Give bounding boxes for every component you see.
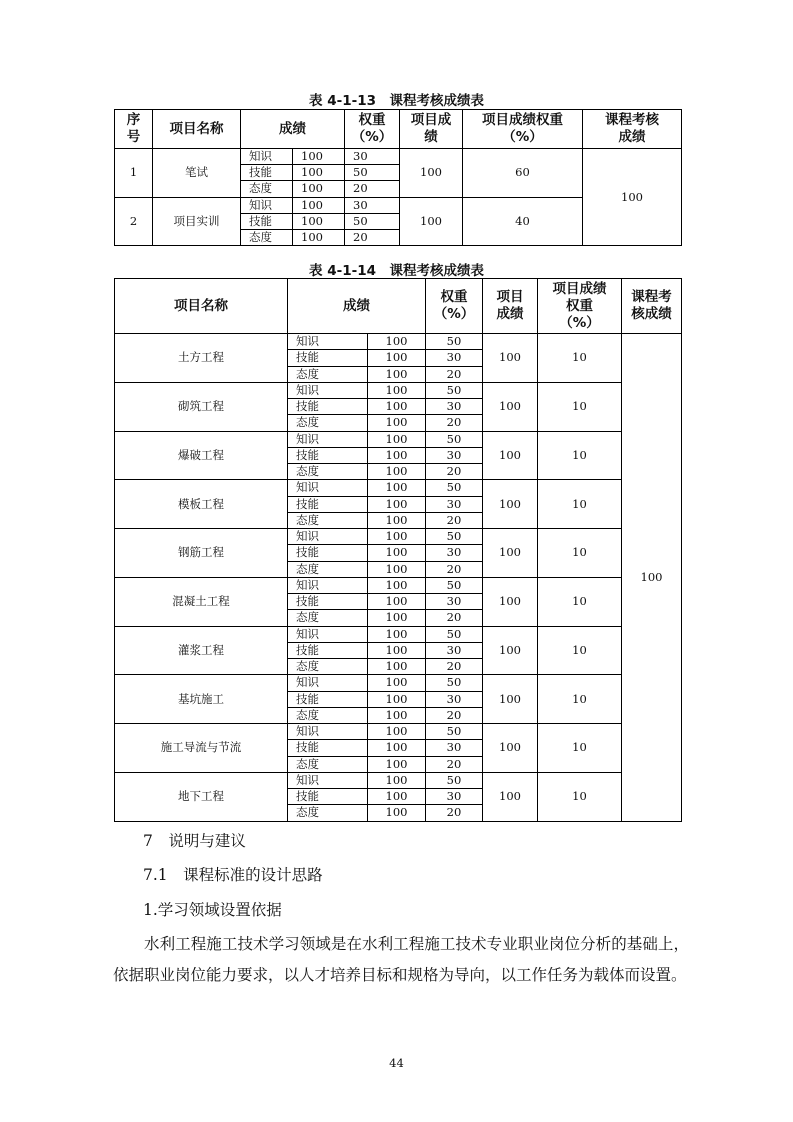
grade-weight: 20 — [426, 366, 483, 382]
row-item-weight: 10 — [538, 626, 622, 675]
grade-label: 态度 — [288, 659, 368, 675]
page-number: 44 — [389, 1056, 404, 1070]
grade-weight: 30 — [426, 594, 483, 610]
grade-weight: 30 — [345, 197, 400, 213]
grade-weight: 30 — [426, 350, 483, 366]
table-row — [115, 724, 682, 740]
grade-score: 100 — [368, 789, 426, 805]
row-item-weight: 10 — [538, 675, 622, 724]
row-item-score: 100 — [483, 626, 538, 675]
grade-label: 技能 — [288, 496, 368, 512]
table1-header-item-weight: 项目成绩权重 （%） — [463, 110, 583, 149]
grade-score: 100 — [368, 447, 426, 463]
grade-score: 100 — [368, 691, 426, 707]
row-item-weight: 10 — [538, 480, 622, 529]
table1-header-item-score: 项目成 绩 — [400, 110, 463, 149]
row-name: 基坑施工 — [115, 675, 288, 724]
grade-weight: 30 — [426, 642, 483, 658]
grade-weight: 30 — [426, 399, 483, 415]
grade-weight: 50 — [345, 165, 400, 181]
grade-score: 100 — [293, 197, 345, 213]
grade-weight: 50 — [426, 577, 483, 593]
row-item-score: 100 — [483, 529, 538, 578]
grade-label: 知识 — [288, 334, 368, 350]
row-name: 灌浆工程 — [115, 626, 288, 675]
grade-score: 100 — [368, 480, 426, 496]
grade-score: 100 — [368, 707, 426, 723]
grade-label: 技能 — [288, 399, 368, 415]
grade-label: 知识 — [288, 675, 368, 691]
grade-label: 态度 — [241, 229, 293, 245]
grade-score: 100 — [368, 724, 426, 740]
grade-label: 技能 — [288, 691, 368, 707]
grade-label: 技能 — [241, 213, 293, 229]
grade-weight: 50 — [426, 529, 483, 545]
grade-score: 100 — [368, 350, 426, 366]
grade-score: 100 — [368, 756, 426, 772]
grade-weight: 20 — [345, 229, 400, 245]
table-row — [115, 334, 682, 350]
grade-score: 100 — [293, 165, 345, 181]
grade-label: 技能 — [288, 447, 368, 463]
row-item-score: 100 — [400, 149, 463, 198]
grade-weight: 30 — [426, 447, 483, 463]
table1-header-score: 成绩 — [241, 110, 345, 149]
grade-label: 知识 — [288, 431, 368, 447]
grade-score: 100 — [368, 545, 426, 561]
row-item-score: 100 — [483, 382, 538, 431]
grade-label: 态度 — [288, 756, 368, 772]
section-subheading: 7.1 课程标准的设计思路 — [143, 866, 323, 884]
grade-weight: 50 — [426, 626, 483, 642]
table2-header-name: 项目名称 — [115, 279, 288, 334]
table2-header-score: 成绩 — [288, 279, 426, 334]
grade-weight: 20 — [426, 561, 483, 577]
row-name: 砌筑工程 — [115, 382, 288, 431]
grade-score: 100 — [293, 181, 345, 197]
grade-score: 100 — [368, 740, 426, 756]
grade-weight: 30 — [426, 545, 483, 561]
row-name: 施工导流与节流 — [115, 724, 288, 773]
row-item-score: 100 — [483, 772, 538, 821]
grade-weight: 30 — [345, 149, 400, 165]
course-score: 100 — [583, 149, 682, 246]
row-item-weight: 10 — [538, 772, 622, 821]
grade-score: 100 — [293, 213, 345, 229]
grade-label: 态度 — [288, 415, 368, 431]
grade-score: 100 — [368, 577, 426, 593]
table-row — [115, 529, 682, 545]
row-item-score: 100 — [483, 577, 538, 626]
grade-label: 知识 — [288, 382, 368, 398]
grade-weight: 20 — [426, 610, 483, 626]
table1-header-weight: 权重 （%） — [345, 110, 400, 149]
table2-header-item-weight: 项目成绩 权重 （%） — [538, 279, 622, 334]
grade-weight: 50 — [426, 382, 483, 398]
grade-label: 技能 — [241, 165, 293, 181]
grade-score: 100 — [368, 594, 426, 610]
row-item-score: 100 — [483, 334, 538, 383]
table2-caption: 表 4-1-14 课程考核成绩表 — [309, 263, 484, 279]
table-row — [115, 480, 682, 496]
table-row — [115, 149, 682, 165]
grade-label: 技能 — [288, 545, 368, 561]
grade-weight: 50 — [426, 334, 483, 350]
row-item-weight: 10 — [538, 724, 622, 773]
row-name: 爆破工程 — [115, 431, 288, 480]
grade-label: 技能 — [288, 789, 368, 805]
grade-score: 100 — [368, 399, 426, 415]
row-item-weight: 10 — [538, 334, 622, 383]
table-row — [115, 675, 682, 691]
grade-label: 技能 — [288, 350, 368, 366]
table1 — [114, 109, 682, 246]
grade-score: 100 — [368, 431, 426, 447]
row-name: 项目实训 — [153, 197, 241, 246]
section-heading: 7 说明与建议 — [143, 832, 246, 850]
grade-score: 100 — [368, 561, 426, 577]
grade-score: 100 — [368, 512, 426, 528]
section-paragraph: 水利工程施工技术学习领域是在水利工程施工技术专业职业岗位分析的基础上，依据职业岗位能力要求，以人才培养目标和规格为导向，以工作任务为载体而设置。 — [113, 935, 689, 984]
grade-weight: 20 — [426, 707, 483, 723]
grade-score: 100 — [293, 229, 345, 245]
grade-weight: 50 — [426, 480, 483, 496]
grade-label: 知识 — [288, 529, 368, 545]
row-item-weight: 60 — [463, 149, 583, 198]
grade-weight: 50 — [426, 772, 483, 788]
grade-score: 100 — [368, 642, 426, 658]
grade-weight: 50 — [426, 675, 483, 691]
table2-header-course-score: 课程考 核成绩 — [622, 279, 682, 334]
grade-label: 技能 — [288, 642, 368, 658]
grade-weight: 30 — [426, 740, 483, 756]
grade-score: 100 — [368, 366, 426, 382]
row-item-score: 100 — [483, 675, 538, 724]
row-item-score: 100 — [483, 480, 538, 529]
grade-weight: 30 — [426, 496, 483, 512]
grade-label: 知识 — [288, 724, 368, 740]
row-name: 笔试 — [153, 149, 241, 198]
grade-weight: 20 — [426, 512, 483, 528]
table-row — [115, 577, 682, 593]
grade-label: 态度 — [288, 512, 368, 528]
table2-header-item-score: 项目 成绩 — [483, 279, 538, 334]
grade-score: 100 — [368, 675, 426, 691]
row-name: 地下工程 — [115, 772, 288, 821]
grade-label: 态度 — [288, 464, 368, 480]
table2-header-weight: 权重 （%） — [426, 279, 483, 334]
grade-label: 态度 — [288, 366, 368, 382]
grade-weight: 20 — [426, 756, 483, 772]
row-name: 钢筋工程 — [115, 529, 288, 578]
grade-score: 100 — [368, 382, 426, 398]
grade-weight: 50 — [426, 724, 483, 740]
grade-weight: 20 — [426, 464, 483, 480]
grade-score: 100 — [368, 659, 426, 675]
grade-label: 态度 — [288, 610, 368, 626]
table-row — [115, 431, 682, 447]
grade-score: 100 — [368, 610, 426, 626]
grade-label: 态度 — [288, 805, 368, 821]
row-item-weight: 10 — [538, 431, 622, 480]
grade-weight: 30 — [426, 789, 483, 805]
row-item-score: 100 — [483, 431, 538, 480]
grade-label: 态度 — [288, 561, 368, 577]
grade-weight: 50 — [426, 431, 483, 447]
grade-score: 100 — [368, 805, 426, 821]
grade-score: 100 — [368, 529, 426, 545]
grade-weight: 30 — [426, 691, 483, 707]
grade-score: 100 — [368, 626, 426, 642]
table1-header-course-score: 课程考核 成绩 — [583, 110, 682, 149]
grade-label: 知识 — [288, 577, 368, 593]
row-name: 土方工程 — [115, 334, 288, 383]
grade-score: 100 — [368, 334, 426, 350]
row-seq: 2 — [115, 197, 153, 246]
row-seq: 1 — [115, 149, 153, 198]
grade-weight: 20 — [426, 659, 483, 675]
table-row — [115, 626, 682, 642]
row-name: 混凝土工程 — [115, 577, 288, 626]
grade-weight: 20 — [345, 181, 400, 197]
grade-weight: 20 — [426, 415, 483, 431]
section-item: 1.学习领域设置依据 — [143, 901, 282, 919]
grade-weight: 20 — [426, 805, 483, 821]
grade-score: 100 — [293, 149, 345, 165]
grade-score: 100 — [368, 496, 426, 512]
grade-label: 知识 — [288, 772, 368, 788]
table1-caption: 表 4-1-13 课程考核成绩表 — [309, 93, 484, 109]
table2 — [114, 278, 682, 822]
grade-label: 态度 — [241, 181, 293, 197]
row-item-weight: 40 — [463, 197, 583, 246]
grade-weight: 50 — [345, 213, 400, 229]
row-item-weight: 10 — [538, 577, 622, 626]
grade-label: 知识 — [288, 626, 368, 642]
row-name: 模板工程 — [115, 480, 288, 529]
table1-header-name: 项目名称 — [153, 110, 241, 149]
table-row — [115, 772, 682, 788]
grade-label: 技能 — [288, 594, 368, 610]
table1-header-seq: 序 号 — [115, 110, 153, 149]
row-item-score: 100 — [483, 724, 538, 773]
course-score: 100 — [622, 334, 682, 822]
grade-label: 知识 — [241, 197, 293, 213]
grade-score: 100 — [368, 772, 426, 788]
grade-score: 100 — [368, 464, 426, 480]
grade-label: 知识 — [288, 480, 368, 496]
row-item-weight: 10 — [538, 529, 622, 578]
row-item-weight: 10 — [538, 382, 622, 431]
grade-label: 知识 — [241, 149, 293, 165]
table-row — [115, 382, 682, 398]
grade-label: 技能 — [288, 740, 368, 756]
row-item-score: 100 — [400, 197, 463, 246]
grade-score: 100 — [368, 415, 426, 431]
grade-label: 态度 — [288, 707, 368, 723]
